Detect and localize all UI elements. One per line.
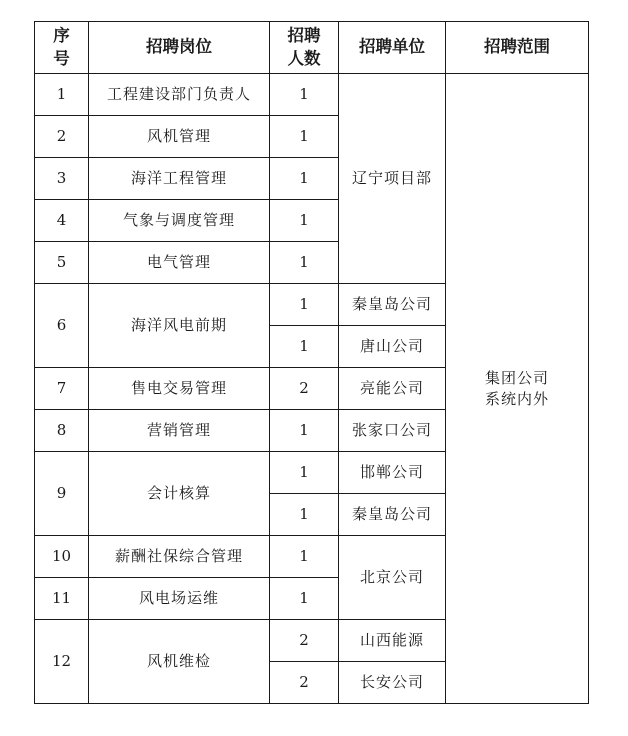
header-position: 招聘岗位 bbox=[89, 22, 270, 74]
header-count-line2: 人数 bbox=[287, 48, 321, 68]
count-cell: 1 bbox=[270, 242, 339, 284]
unit-cell-shanxi: 山西能源 bbox=[339, 620, 446, 662]
header-row bbox=[35, 22, 589, 74]
unit-cell-beijing: 北京公司 bbox=[339, 536, 446, 620]
seq-cell: 5 bbox=[35, 242, 89, 284]
seq-cell: 8 bbox=[35, 410, 89, 452]
position-cell: 海洋工程管理 bbox=[89, 158, 270, 200]
position-cell: 营销管理 bbox=[89, 410, 270, 452]
seq-cell: 10 bbox=[35, 536, 89, 578]
header-scope: 招聘范围 bbox=[446, 22, 589, 74]
position-cell: 工程建设部门负责人 bbox=[89, 74, 270, 116]
position-cell: 风电场运维 bbox=[89, 578, 270, 620]
position-cell: 风机维检 bbox=[89, 620, 270, 704]
count-cell: 1 bbox=[270, 494, 339, 536]
count-cell: 1 bbox=[270, 200, 339, 242]
recruitment-table bbox=[34, 21, 589, 704]
scope-cell bbox=[446, 74, 589, 704]
count-cell: 1 bbox=[270, 578, 339, 620]
count-cell: 2 bbox=[270, 368, 339, 410]
position-cell: 风机管理 bbox=[89, 116, 270, 158]
header-count bbox=[270, 22, 339, 74]
position-cell: 气象与调度管理 bbox=[89, 200, 270, 242]
count-cell: 1 bbox=[270, 326, 339, 368]
unit-cell-qinhuangdao-2: 秦皇岛公司 bbox=[339, 494, 446, 536]
header-count-line1: 招聘 bbox=[287, 26, 321, 46]
unit-cell-changan: 长安公司 bbox=[339, 662, 446, 704]
count-cell: 1 bbox=[270, 74, 339, 116]
seq-cell: 3 bbox=[35, 158, 89, 200]
count-cell: 1 bbox=[270, 536, 339, 578]
seq-cell: 11 bbox=[35, 578, 89, 620]
unit-cell-liaoning: 辽宁项目部 bbox=[339, 74, 446, 284]
count-cell: 1 bbox=[270, 284, 339, 326]
header-seq bbox=[35, 22, 89, 74]
seq-cell: 12 bbox=[35, 620, 89, 704]
position-cell: 电气管理 bbox=[89, 242, 270, 284]
seq-cell: 6 bbox=[35, 284, 89, 368]
count-cell: 1 bbox=[270, 116, 339, 158]
seq-cell: 4 bbox=[35, 200, 89, 242]
seq-cell: 1 bbox=[35, 74, 89, 116]
count-cell: 2 bbox=[270, 662, 339, 704]
position-cell: 售电交易管理 bbox=[89, 368, 270, 410]
seq-cell: 7 bbox=[35, 368, 89, 410]
count-cell: 1 bbox=[270, 410, 339, 452]
header-seq-line2: 号 bbox=[53, 48, 70, 68]
header-seq-line1: 序 bbox=[53, 26, 70, 46]
seq-cell: 9 bbox=[35, 452, 89, 536]
seq-cell: 2 bbox=[35, 116, 89, 158]
unit-cell-liangneng: 亮能公司 bbox=[339, 368, 446, 410]
unit-cell-handan: 邯郸公司 bbox=[339, 452, 446, 494]
count-cell: 1 bbox=[270, 158, 339, 200]
scope-line2: 系统内外 bbox=[484, 389, 549, 408]
position-cell: 海洋风电前期 bbox=[89, 284, 270, 368]
unit-cell-tangshan: 唐山公司 bbox=[339, 326, 446, 368]
header-unit: 招聘单位 bbox=[339, 22, 446, 74]
scope-line1: 集团公司 bbox=[484, 369, 549, 388]
table-row bbox=[35, 74, 589, 116]
count-cell: 2 bbox=[270, 620, 339, 662]
unit-cell-zhangjiakou: 张家口公司 bbox=[339, 410, 446, 452]
unit-cell-qinhuangdao: 秦皇岛公司 bbox=[339, 284, 446, 326]
position-cell: 薪酬社保综合管理 bbox=[89, 536, 270, 578]
position-cell: 会计核算 bbox=[89, 452, 270, 536]
count-cell: 1 bbox=[270, 452, 339, 494]
